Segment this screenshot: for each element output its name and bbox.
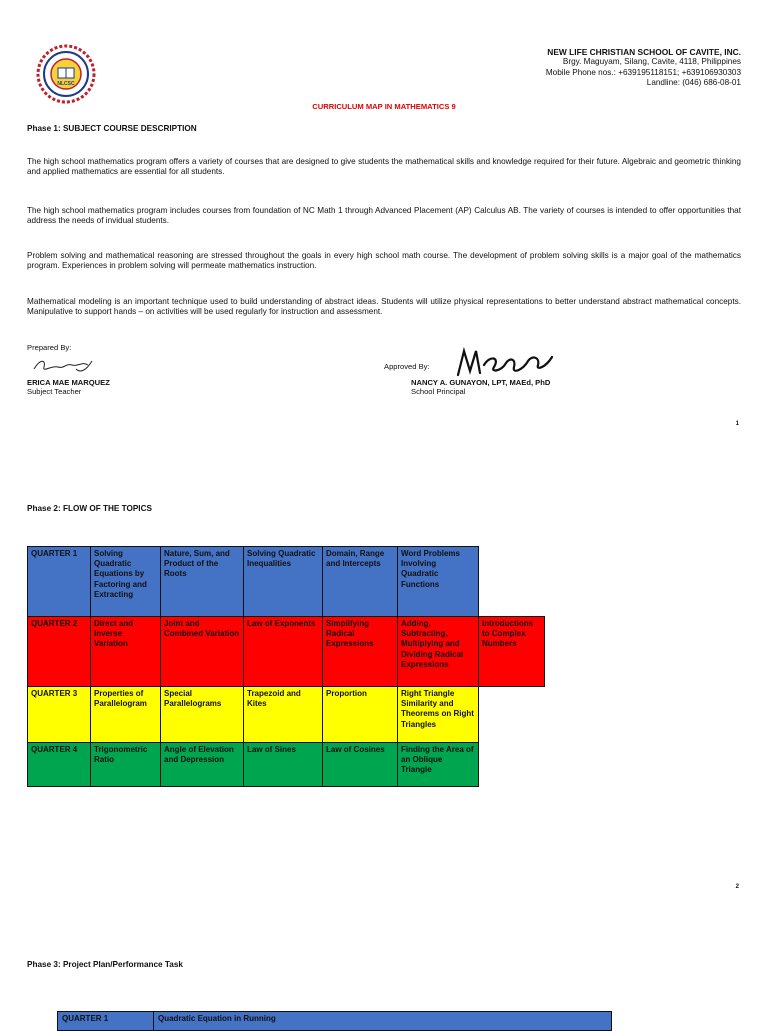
topic-cell: Domain, Range and Intercepts	[323, 547, 398, 617]
phase1-paragraph-4: Mathematical modeling is an important technique used to build understanding of abstract ideas. Students will utilize physical representations to better understand abstract mathematical concepts. Manipulative to support hands – on activities will be used regularly for instruction and assessment.	[27, 297, 741, 317]
topic-cell: Law of Exponents	[244, 617, 323, 687]
topic-cell: Simplifying Radical Expressions	[323, 617, 398, 687]
phase2-heading: Phase 2: FLOW OF THE TOPICS	[27, 504, 152, 513]
topic-cell: Direct and Inverse Variation	[91, 617, 161, 687]
empty-cell	[479, 687, 545, 743]
approved-by-label: Approved By:	[384, 362, 430, 371]
topic-cell: Nature, Sum, and Product of the Roots	[161, 547, 244, 617]
topics-flow-table	[27, 546, 545, 787]
school-header	[546, 47, 741, 89]
prepared-by-label: Prepared By:	[27, 343, 72, 352]
school-mobile: Mobile Phone nos.: +639195118151; +639106930303	[545, 67, 741, 77]
phase1-heading: Phase 1: SUBJECT COURSE DESCRIPTION	[27, 124, 197, 133]
phase1-paragraph-3: Problem solving and mathematical reasoning are stressed throughout the goals in every high school math course. The development of problem solving skills is a major goal of the mathematics program. Experiences in problem solving will permeate mathematics instruction.	[27, 251, 741, 271]
quarter-label: QUARTER 2	[28, 617, 91, 687]
quarter-label: QUARTER 3	[28, 687, 91, 743]
school-address: Brgy. Maguyam, Silang, Cavite, 4118, Philippines	[562, 57, 741, 67]
phase3-heading: Phase 3: Project Plan/Performance Task	[27, 960, 183, 969]
quarter-row	[28, 547, 545, 617]
quarter-label: QUARTER 1	[28, 547, 91, 617]
topic-cell: Adding, Subtracting, Multiplying and Dividing Radical Expressions	[398, 617, 479, 687]
topic-cell: Solving Quadratic Equations by Factoring and Extracting	[91, 547, 161, 617]
empty-cell	[479, 547, 545, 617]
topic-cell: Properties of Parallelogram	[91, 687, 161, 743]
topic-cell: Finding the Area of an Oblique Triangle	[398, 743, 479, 787]
topic-cell: Solving Quadratic Inequalities	[244, 547, 323, 617]
topic-cell: Joint and Combined Variation	[161, 617, 244, 687]
topic-cell: Trigonometric Ratio	[91, 743, 161, 787]
page-number-1: 1	[735, 421, 739, 427]
topic-cell: Angle of Elevation and Depression	[161, 743, 244, 787]
topic-cell: Word Problems Involving Quadratic Functions	[398, 547, 479, 617]
topic-cell: Introductions to Complex Numbers	[479, 617, 545, 687]
project-task: Quadratic Equation in Running	[154, 1012, 612, 1031]
quarter-label: QUARTER 4	[28, 743, 91, 787]
document-title: CURRICULUM MAP IN MATHEMATICS 9	[312, 102, 456, 111]
phase1-paragraph-1: The high school mathematics program offers a variety of courses that are designed to give students the mathematical skills and knowledge required for their future. Algebraic and geometric thinking and applied mathematics are essential for all students.	[27, 157, 741, 177]
empty-cell	[479, 743, 545, 787]
topic-cell: Trapezoid and Kites	[244, 687, 323, 743]
approved-name: NANCY A. GUNAYON, LPT, MAEd, PhD	[411, 378, 551, 387]
school-name: NEW LIFE CHRISTIAN SCHOOL OF CAVITE, INC.	[547, 47, 741, 57]
topic-cell: Law of Cosines	[323, 743, 398, 787]
quarter-row	[28, 617, 545, 687]
topic-cell: Right Triangle Similarity and Theorems on Right Triangles	[398, 687, 479, 743]
topic-cell: Proportion	[323, 687, 398, 743]
svg-text:NLCSC: NLCSC	[57, 81, 75, 87]
topic-cell: Law of Sines	[244, 743, 323, 787]
topic-cell: Special Parallelograms	[161, 687, 244, 743]
prepared-name: ERICA MAE MARQUEZ	[27, 378, 110, 387]
project-plan-table	[57, 1011, 612, 1031]
approved-role: School Principal	[411, 387, 466, 396]
phase1-paragraph-2: The high school mathematics program includes courses from foundation of NC Math 1 through Advanced Placement (AP) Calculus AB. The variety of courses is intended to offer opportunities that address the needs of invidual students.	[27, 206, 741, 226]
prepared-role: Subject Teacher	[27, 387, 82, 396]
school-landline: Landline: (046) 686-08-01	[646, 78, 741, 88]
quarter-row	[28, 743, 545, 787]
page-number-2: 2	[735, 884, 739, 890]
project-row	[58, 1012, 612, 1031]
school-logo	[36, 44, 96, 104]
quarter-label: QUARTER 1	[58, 1012, 154, 1031]
quarter-row	[28, 687, 545, 743]
